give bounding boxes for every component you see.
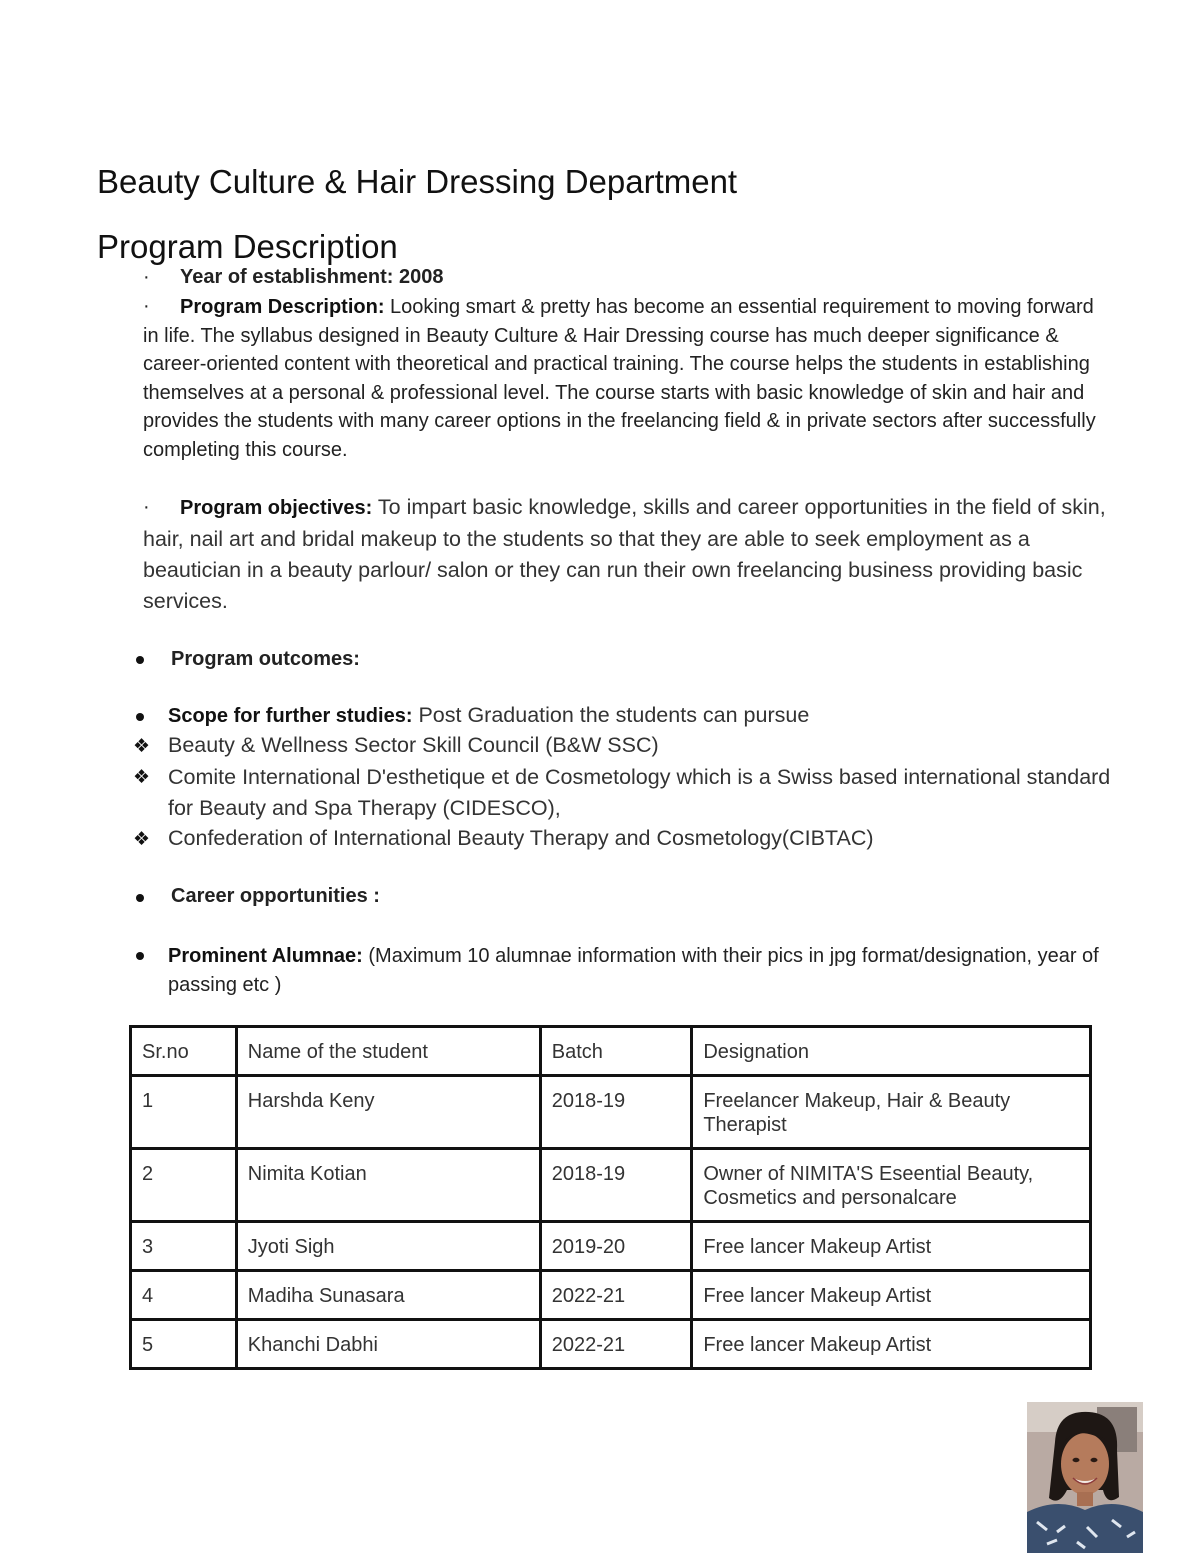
table-cell: 2018-19 [540, 1076, 692, 1149]
table-cell: Jyoti Sigh [236, 1222, 540, 1271]
table-cell: Freelancer Makeup, Hair & Beauty Therapist [692, 1076, 1091, 1149]
career-opportunities: Career opportunities : [171, 885, 380, 907]
program-outcomes: Program outcomes: [171, 648, 360, 670]
table-cell: 4 [131, 1271, 237, 1320]
alumnae-text: (Maximum 10 alumnae information with their pics in jpg format/designation, year of passing etc ) [168, 945, 1099, 996]
objectives-bullet: · [143, 496, 150, 518]
scope-item: Confederation of International Beauty Therapy and Cosmetology(CIBTAC) [168, 826, 874, 850]
description-bullet: · [143, 295, 150, 317]
table-cell: 5 [131, 1320, 237, 1369]
table-cell: Harshda Keny [236, 1076, 540, 1149]
alumnae-label: Prominent Alumnae: [168, 945, 363, 967]
table-cell: Owner of NIMITA'S Eseential Beauty, Cosmetics and personalcare [692, 1149, 1091, 1222]
scope-item: Beauty & Wellness Sector Skill Council (B&W SSC) [168, 733, 659, 757]
table-header-row [131, 1027, 1091, 1076]
table-cell: 3 [131, 1222, 237, 1271]
table-cell: Free lancer Makeup Artist [692, 1320, 1091, 1369]
alumna-photo [1027, 1402, 1143, 1553]
scope-bullet [136, 713, 144, 721]
table-cell: 1 [131, 1076, 237, 1149]
table-row [131, 1149, 1091, 1222]
table-cell: Madiha Sunasara [236, 1271, 540, 1320]
table-header-cell: Name of the student [236, 1027, 540, 1076]
table-cell: Nimita Kotian [236, 1149, 540, 1222]
scope-text: Post Graduation the students can pursue [412, 703, 810, 727]
career-bullet [136, 894, 144, 902]
prominent-alumnae [168, 942, 1118, 999]
scope-further-studies [168, 703, 809, 728]
table-header-cell: Batch [540, 1027, 692, 1076]
diamond-bullet-icon: ❖ [133, 829, 151, 850]
program-objectives [143, 492, 1108, 617]
table-row [131, 1271, 1091, 1320]
diamond-bullet-icon: ❖ [133, 736, 151, 757]
establishment-year: Year of establishment: 2008 [180, 266, 444, 288]
section-title: Program Description [97, 228, 398, 265]
alumnae-bullet [136, 952, 144, 960]
table-cell: 2022-21 [540, 1320, 692, 1369]
program-objectives-text: To impart basic knowledge, skills and career opportunities in the field of skin, hair, nail art and bridal makeup to the students so that they are able to seek employment as a beautician in a beauty parlour/ salon or they can run their own freelancing business providing basic services. [143, 495, 1106, 613]
alumnae-table [129, 1025, 1092, 1370]
diamond-bullet-icon: ❖ [133, 767, 151, 788]
table-cell: Khanchi Dabhi [236, 1320, 540, 1369]
table-cell: 2 [131, 1149, 237, 1222]
table-cell: Free lancer Makeup Artist [692, 1222, 1091, 1271]
table-header-cell: Designation [692, 1027, 1091, 1076]
program-objectives-label: Program objectives: [180, 497, 373, 519]
scope-item: Comite International D'esthetique et de Cosmetology which is a Swiss based international standard for Beauty and Spa Therapy (CIDESCO), [168, 765, 1111, 820]
table-cell: 2018-19 [540, 1149, 692, 1222]
establishment-bullet: · [143, 266, 150, 288]
outcomes-bullet [136, 656, 144, 664]
table-cell: 2019-20 [540, 1222, 692, 1271]
program-description [143, 293, 1108, 464]
table-row [131, 1320, 1091, 1369]
table-header-cell: Sr.no [131, 1027, 237, 1076]
program-description-text: Looking smart & pretty has become an essential requirement to moving forward in life. The syllabus designed in Beauty Culture & Hair Dressing course has much deeper significance & career-oriented content with theoretical and practical training. The course helps the students in establishing themselves at a personal & professional level. The course starts with basic knowledge of skin and hair and provides the students with many career options in the freelancing field & in private sectors after successfully completing this course. [143, 296, 1096, 461]
scope-label: Scope for further studies: [168, 705, 413, 727]
page-title: Beauty Culture & Hair Dressing Department [97, 163, 738, 200]
program-description-label: Program Description: [180, 296, 385, 318]
table-cell: Free lancer Makeup Artist [692, 1271, 1091, 1320]
table-row [131, 1222, 1091, 1271]
table-row [131, 1076, 1091, 1149]
table-cell: 2022-21 [540, 1271, 692, 1320]
